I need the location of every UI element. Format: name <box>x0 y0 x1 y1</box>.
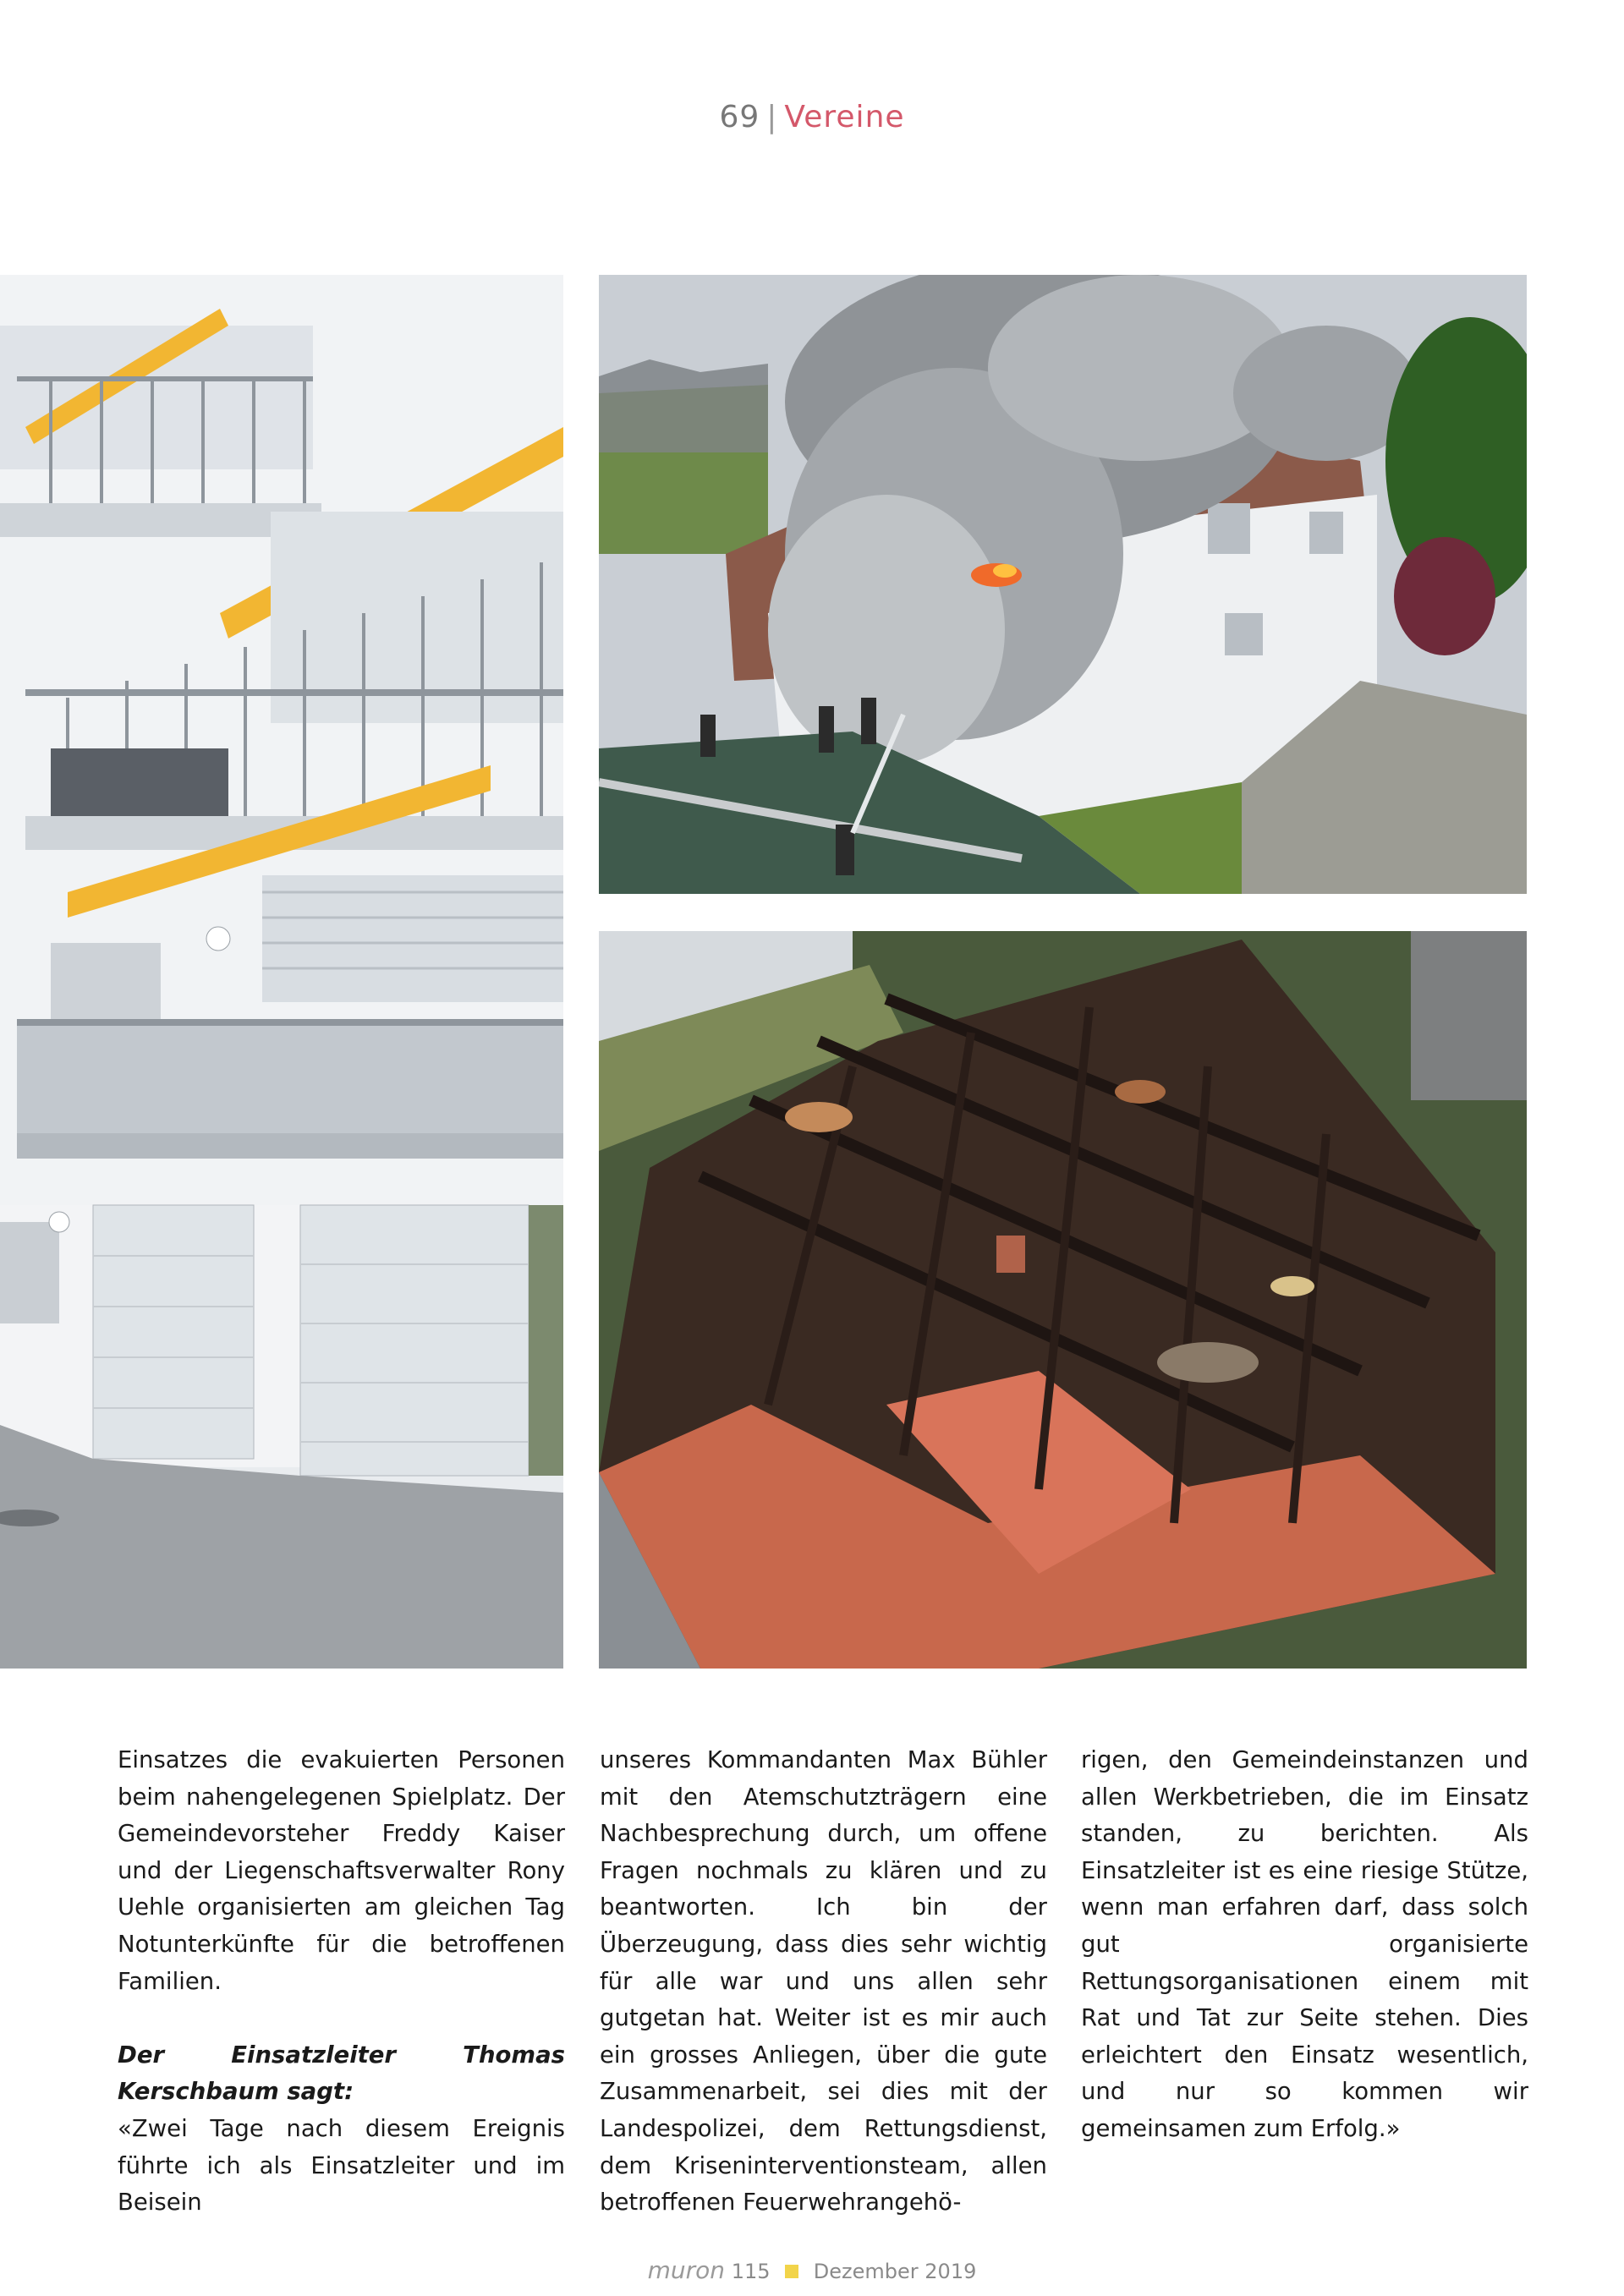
photo-burnt-roof <box>599 931 1527 1669</box>
article-column-3 <box>1081 1742 1528 2148</box>
article-paragraph: unseres Kommandanten Max Bühler mit den Atemschutzträgern eine Nachbesprechung durch, um offene Fragen nochmals zu klären und zu beantworten. Ich bin der Überzeugung, dass dies sehr wichtig für alle war und uns allen sehr gutgetan hat. Weiter ist es mir auch ein grosses Anliegen, über die gute Zusammenarbeit, sei dies mit der Landespolizei, dem Rettungsdienst, dem Kriseninterventionsteam, allen betroffenen Feuerwehrangehö- <box>600 1746 1047 2217</box>
issue-number: 115 <box>731 2260 771 2283</box>
article-column-1 <box>118 1742 565 2222</box>
article-paragraph: «Zwei Tage nach diesem Ereignis führte ich als Einsatzleiter und im Beisein <box>118 2114 565 2217</box>
magazine-name: muron <box>647 2256 726 2284</box>
article-paragraph: rigen, den Gemeindeinstanzen und allen Werkbetrieben, die im Einsatz standen, zu berichten. Als Einsatzleiter ist es eine riesige Stütze, wenn man erfahren darf, dass solch gut organisierte Rettungsorganisationen einem mit Rat und Tat zur Seite stehen. Dies erleichtert den Einsatz wesentlich, und nur so kommen wir gemeinsamen zum Erfolg.» <box>1081 1746 1528 2142</box>
page-footer <box>0 2256 1624 2284</box>
article-columns <box>118 1742 1539 2217</box>
footer-square-icon <box>785 2265 798 2278</box>
header-separator: | <box>766 100 778 134</box>
photo-house-fire <box>599 275 1527 894</box>
article-column-2 <box>600 1742 1047 2222</box>
page-number: 69 <box>719 100 760 134</box>
section-title: Vereine <box>784 100 905 134</box>
page-header <box>0 100 1624 134</box>
article-paragraph: Einsatzes die evakuierten Personen beim nahengelegenen Spielplatz. Der Gemeindevorsteher Freddy Kaiser und der Liegenschaftsverwalter Rony Uehle organisierten am gleichen Tag Notunterkünfte für die betroffenen Familien. <box>118 1746 565 1995</box>
article-subheading: Der Einsatzleiter Thomas Kerschbaum sagt: <box>118 2041 565 2106</box>
photo-building-facade <box>0 275 563 1669</box>
issue-date: Dezember 2019 <box>813 2260 977 2283</box>
